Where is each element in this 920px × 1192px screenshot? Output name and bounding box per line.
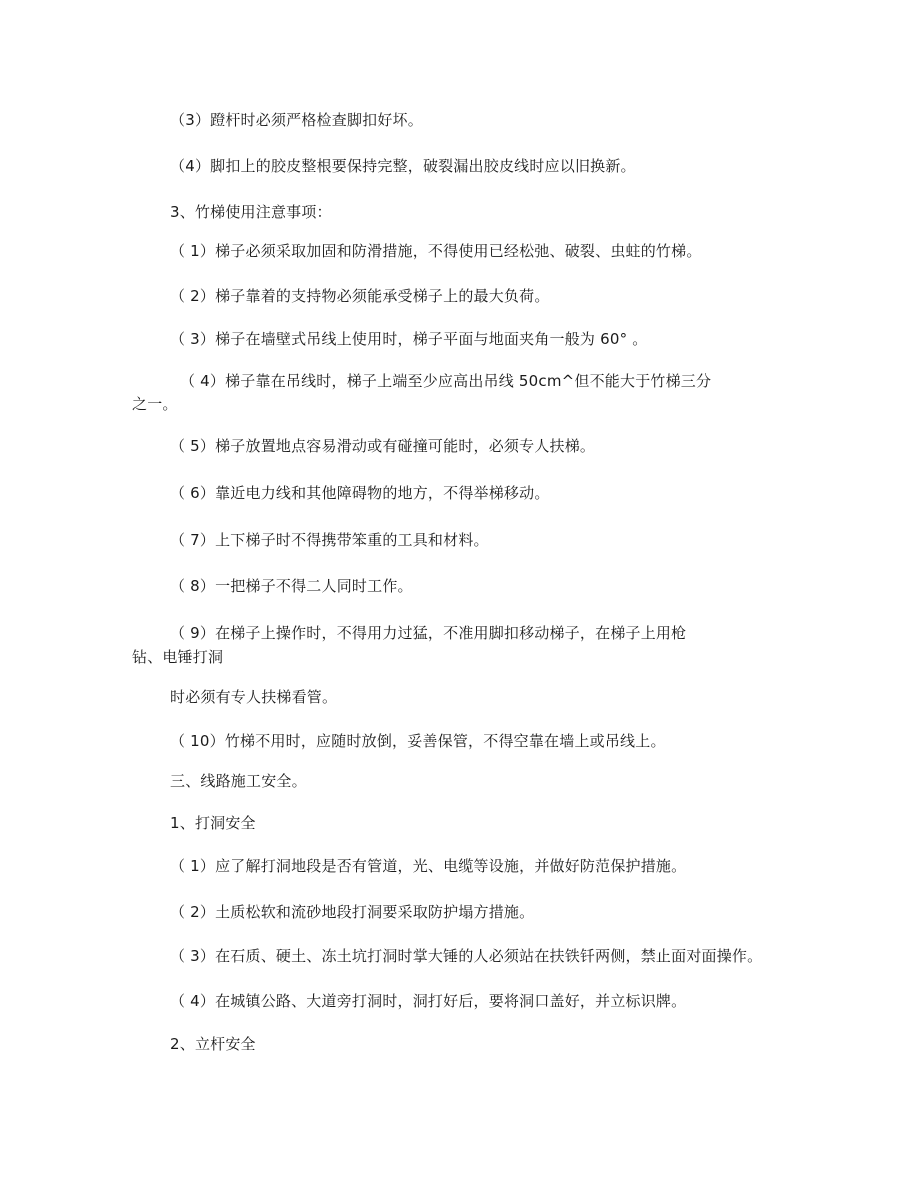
text-line-ladder-10: （ 10）竹梯不用时，应随时放倒，妥善保管，不得空靠在墙上或吊线上。 bbox=[170, 732, 666, 750]
text-line-ladder-8: （ 8）一把梯子不得二人同时工作。 bbox=[170, 577, 413, 595]
section-heading-drilling: 1、打洞安全 bbox=[170, 814, 256, 832]
text-line-ladder-7: （ 7）上下梯子时不得携带笨重的工具和材料。 bbox=[170, 531, 489, 549]
text-line-drilling-3: （ 3）在石质、硬土、冻土坑打洞时掌大锤的人必须站在扶铁钎两侧，禁止面对面操作。 bbox=[170, 947, 763, 965]
text-line-ladder-3: （ 3）梯子在墙壁式吊线上使用时，梯子平面与地面夹角一般为 60° 。 bbox=[170, 330, 648, 348]
text-line-rubber-skin: （4）脚扣上的胶皮整根要保持完整，破裂漏出胶皮线时应以旧换新。 bbox=[170, 157, 636, 175]
text-line-drilling-2: （ 2）土质松软和流砂地段打洞要采取防护塌方措施。 bbox=[170, 903, 535, 921]
text-line-drilling-1: （ 1）应了解打洞地段是否有管道，光、电缆等设施，并做好防范保护措施。 bbox=[170, 857, 687, 875]
text-line-climb-check: （3）蹬杆时必须严格检查脚扣好坏。 bbox=[170, 111, 423, 129]
text-line-ladder-1: （ 1）梯子必须采取加固和防滑措施，不得使用已经松弛、破裂、虫蛀的竹梯。 bbox=[170, 242, 702, 260]
text-line-ladder-2: （ 2）梯子靠着的支持物必须能承受梯子上的最大负荷。 bbox=[170, 287, 550, 305]
section-heading-line-construction: 三、线路施工安全。 bbox=[170, 772, 307, 790]
section-heading-pole-erection: 2、立杆安全 bbox=[170, 1035, 256, 1053]
text-line-ladder-9-cont2: 时必须有专人扶梯看管。 bbox=[170, 688, 338, 706]
text-line-ladder-9: （ 9）在梯子上操作时，不得用力过猛，不准用脚扣移动梯子，在梯子上用枪 bbox=[170, 624, 687, 642]
text-line-ladder-9-cont: 钻、电锤打洞 bbox=[132, 648, 224, 666]
text-line-ladder-4-cont: 之一。 bbox=[132, 395, 178, 413]
text-line-ladder-4: （ 4）梯子靠在吊线时，梯子上端至少应高出吊线 50cm^但不能大于竹梯三分 bbox=[180, 372, 712, 390]
text-line-drilling-4: （ 4）在城镇公路、大道旁打洞时，洞打好后，要将洞口盖好，并立标识牌。 bbox=[170, 992, 687, 1010]
section-heading-bamboo-ladder: 3、竹梯使用注意事项： bbox=[170, 203, 332, 221]
text-line-ladder-5: （ 5）梯子放置地点容易滑动或有碰撞可能时，必须专人扶梯。 bbox=[170, 437, 596, 455]
text-line-ladder-6: （ 6）靠近电力线和其他障碍物的地方，不得举梯移动。 bbox=[170, 484, 550, 502]
